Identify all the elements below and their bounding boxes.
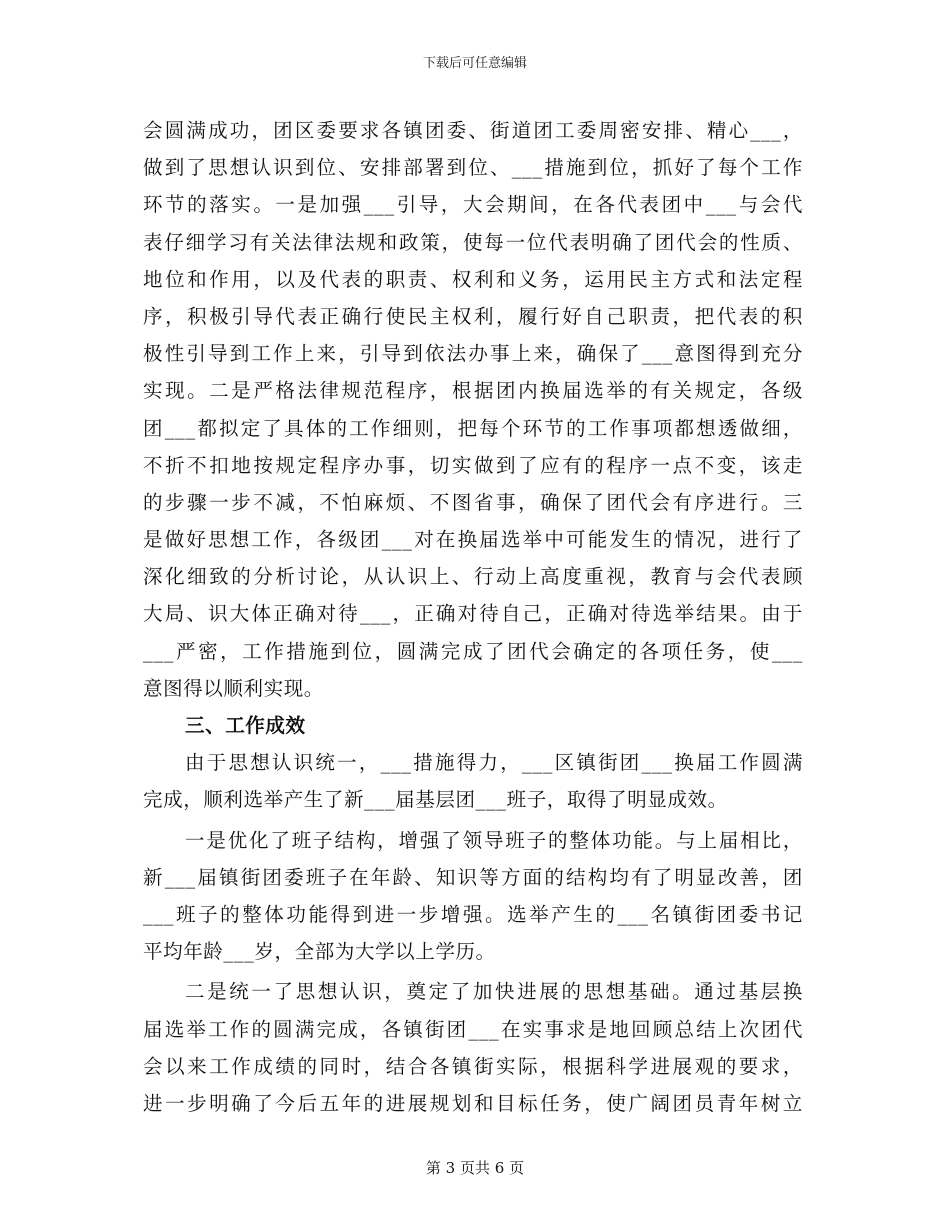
text-line: 团___都拟定了具体的工作细则，把每个环节的工作事项都想透做细， — [143, 416, 803, 440]
text-line: 序，积极引导代表正确行使民主权利，履行好自己职责，把代表的积 — [143, 304, 803, 328]
text-line: 二是统一了思想认识，奠定了加快进展的思想基础。通过基层换 — [185, 980, 803, 1004]
text-line: ___严密，工作措施到位，圆满完成了团代会确定的各项任务，使___ — [143, 639, 803, 663]
document-body — [143, 112, 803, 1122]
text-line: 地位和作用，以及代表的职责、权利和义务，运用民主方式和法定程 — [143, 267, 803, 291]
text-line: 实现。二是严格法律规范程序，根据团内换届选举的有关规定，各级 — [143, 379, 803, 403]
text-line: 完成，顺利选举产生了新___届基层团___班子，取得了明显成效。 — [143, 788, 728, 812]
text-line: 大局、识大体正确对待___，正确对待自己，正确对待选举结果。由于 — [143, 602, 803, 626]
text-line: 意图得以顺利实现。 — [143, 676, 324, 700]
text-line: 进一步明确了今后五年的进展规划和目标任务，使广阔团员青年树立 — [143, 1091, 803, 1115]
page-header: 下载后可任意编辑 — [422, 56, 527, 71]
text-line: 新___届镇街团委班子在年龄、知识等方面的结构均有了明显改善，团 — [143, 865, 803, 889]
text-line: 会以来工作成绩的同时，结合各镇街实际，根据科学进展观的要求， — [143, 1054, 803, 1078]
section-heading: 三、工作成效 — [185, 714, 306, 737]
text-line: 由于思想认识统一，___措施得力，___区镇街团___换届工作圆满 — [185, 751, 803, 775]
text-line: 会圆满成功，团区委要求各镇团委、街道团工委周密安排、精心___， — [143, 119, 803, 142]
text-line: 届选举工作的圆满完成，各镇街团___在实事求是地回顾总结上次团代 — [143, 1017, 803, 1041]
text-line: 极性引导到工作上来，引导到依法办事上来，确保了___意图得到充分 — [143, 342, 803, 366]
text-line: ___班子的整体功能得到进一步增强。选举产生的___名镇街团委书记 — [143, 902, 803, 926]
text-line: 环节的落实。一是加强___引导，大会期间，在各代表团中___与会代 — [143, 193, 803, 217]
text-line: 是做好思想工作，各级团___对在换届选举中可能发生的情况，进行了 — [143, 528, 803, 552]
text-line: 的步骤一步不减，不怕麻烦、不图省事，确保了团代会有序进行。三 — [143, 490, 803, 514]
text-line: 表仔细学习有关法律法规和政策，使每一位代表明确了团代会的性质、 — [143, 230, 803, 254]
page-footer: 第 3 页共 6 页 — [425, 1159, 525, 1177]
text-line: 不折不扣地按规定程序办事，切实做到了应有的程序一点不变，该走 — [143, 453, 803, 477]
text-line: 深化细致的分析讨论，从认识上、行动上高度重视，教育与会代表顾 — [143, 565, 803, 589]
text-line: 做到了思想认识到位、安排部署到位、___措施到位，抓好了每个工作 — [143, 156, 803, 180]
text-line: 一是优化了班子结构，增强了领导班子的整体功能。与上届相比， — [185, 828, 803, 852]
text-line: 平均年龄___岁，全部为大学以上学历。 — [143, 940, 496, 964]
